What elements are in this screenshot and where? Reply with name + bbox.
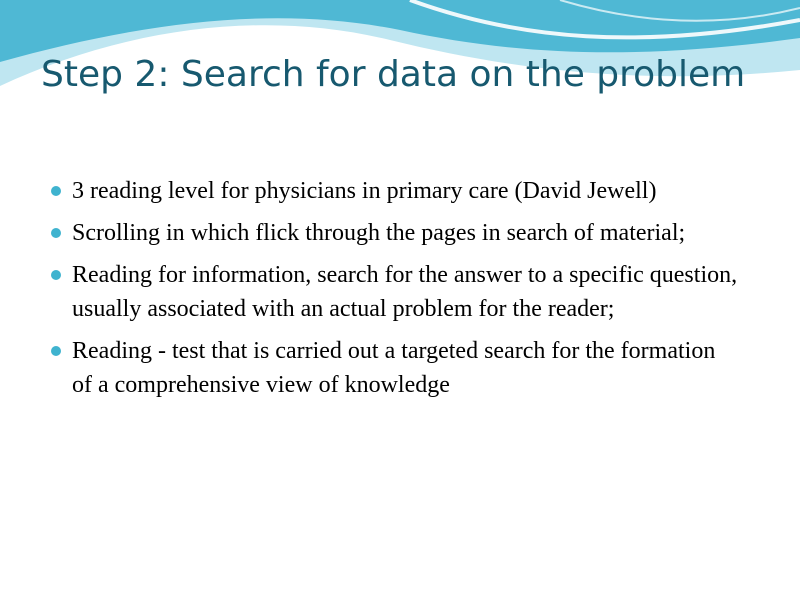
bullet-text: Scrolling in which flick through the pages in search of material; [72,220,686,246]
bullet-dot-icon [51,346,61,356]
bullet-item [72,334,740,402]
bullet-dot-icon [51,228,61,238]
bullet-dot-icon [51,270,61,280]
bullet-list [72,174,740,410]
bullet-text: 3 reading level for physicians in primary care (David Jewell) [72,178,657,204]
slide-title: Step 2: Search for data on the problem [41,54,746,95]
bullet-item [72,174,740,208]
bullet-text: Reading for information, search for the answer to a specific question, usually associated with an actual problem for the reader; [72,262,738,322]
bullet-item [72,258,740,326]
bullet-text: Reading - test that is carried out a targeted search for the formation of a comprehensive view of knowledge [72,338,716,398]
bullet-dot-icon [51,186,61,196]
bullet-item [72,216,740,250]
